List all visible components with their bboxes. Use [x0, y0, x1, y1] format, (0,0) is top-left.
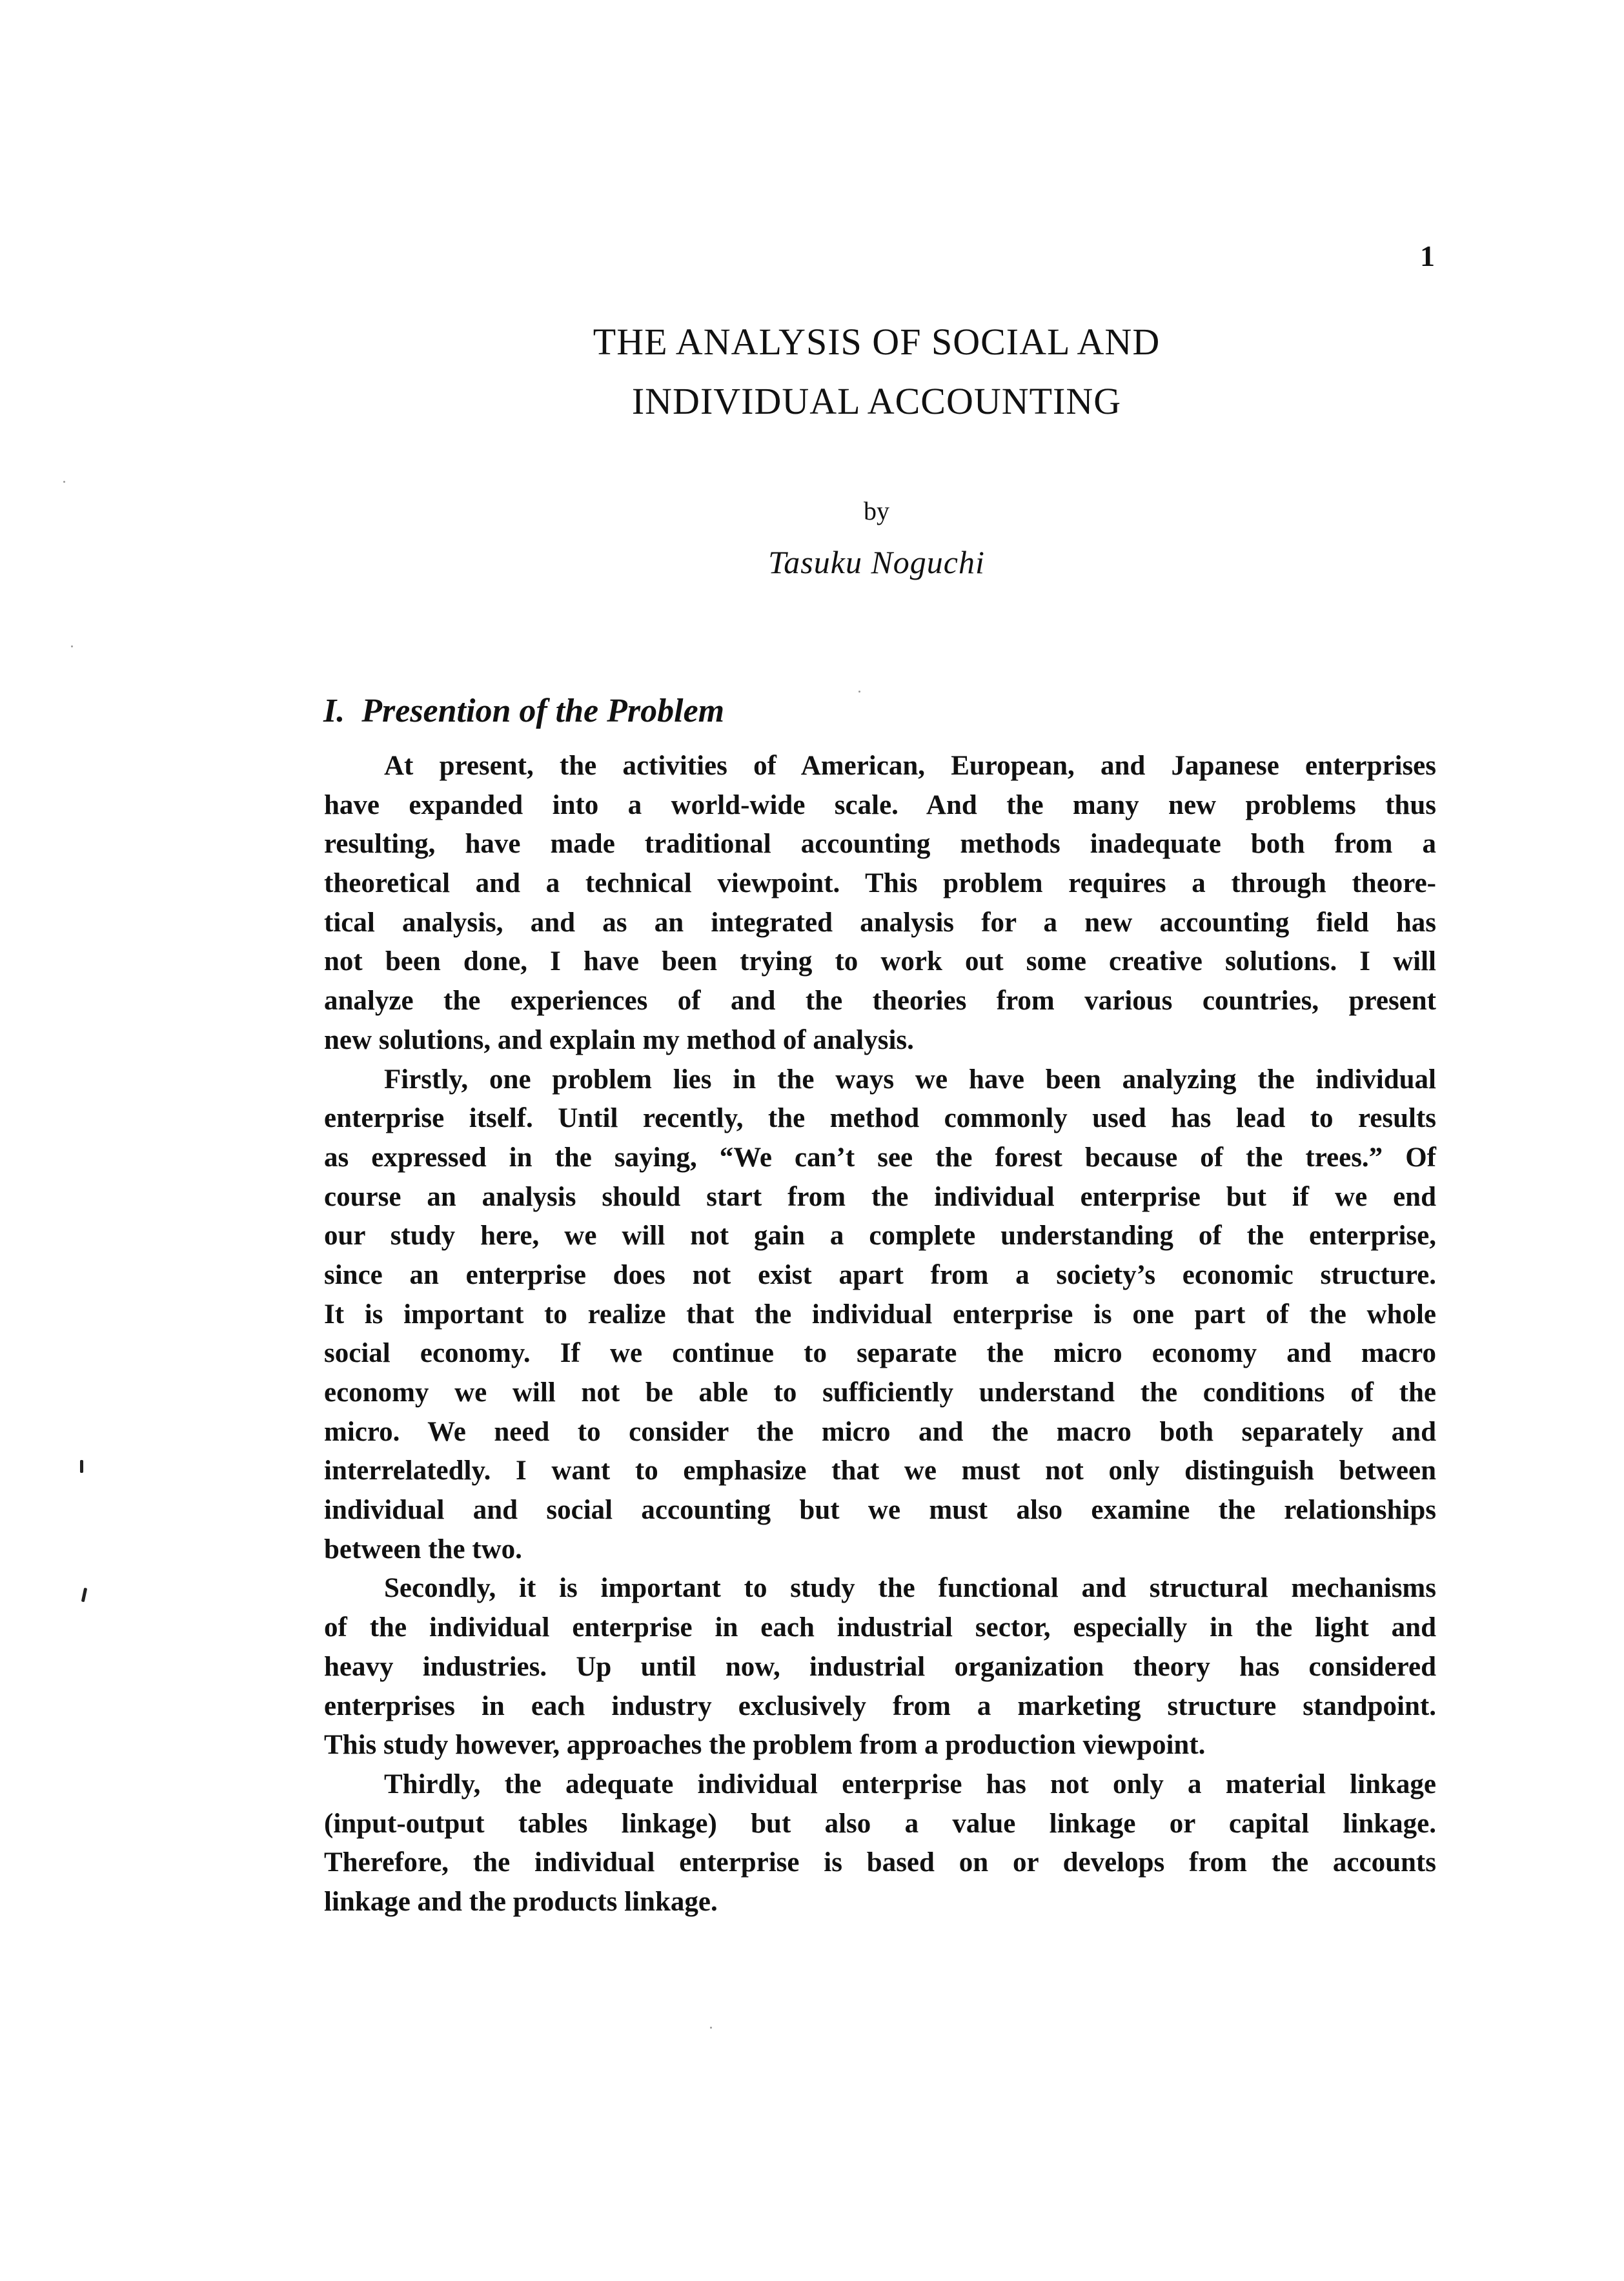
text-line: At present, the activities of American, European, and Japanese enterprises: [384, 751, 1436, 781]
text-line: (input-output tables linkage) but also a value linkage or capital linkage.: [324, 1808, 1436, 1839]
text-line: Thirdly, the adequate individual enterprise has not only a material linkage: [384, 1769, 1436, 1799]
paragraph-1: [324, 747, 1436, 1060]
text-line: as expressed in the saying, “We can’t see the forest because of the trees.” Of: [324, 1142, 1436, 1173]
text-line: theoretical and a technical viewpoint. This problem requires a through theore-: [324, 868, 1436, 899]
text-line: between the two.: [324, 1534, 522, 1565]
text-line: analyze the experiences of and the theories from various countries, present: [324, 986, 1436, 1017]
byline-prefix: by: [864, 496, 889, 525]
text-line: have expanded into a world-wide scale. And the many new problems thus: [324, 789, 1436, 820]
text-line: resulting, have made traditional accounting methods inadequate both from a: [324, 829, 1436, 860]
scan-speck: [710, 2027, 712, 2029]
text-line: This study however, approaches the problem from a production viewpoint.: [324, 1730, 1206, 1761]
text-line: Therefore, the individual enterprise is based on or develops from the accounts: [324, 1847, 1436, 1878]
text-line: since an enterprise does not exist apart from a society’s economic structure.: [324, 1259, 1436, 1290]
text-line: It is important to realize that the individual enterprise is one part of the whole: [324, 1299, 1436, 1330]
scan-speck: [71, 645, 73, 647]
text-line: enterprise itself. Until recently, the method commonly used has lead to results: [324, 1103, 1436, 1134]
text-line: economy we will not be able to sufficiently understand the conditions of the: [324, 1377, 1436, 1408]
scan-speck: [858, 691, 860, 693]
text-line: tical analysis, and as an integrated analysis for a new accounting field has: [324, 907, 1436, 938]
text-line: course an analysis should start from the individual enterprise but if we end: [324, 1181, 1436, 1212]
text-line: our study here, we will not gain a complete understanding of the enterprise,: [324, 1221, 1436, 1252]
scan-mark: [81, 1588, 87, 1603]
author-name: Tasuku Noguchi: [768, 544, 985, 580]
text-line: micro. We need to consider the micro and the macro both separately and: [324, 1416, 1436, 1447]
text-line: individual and social accounting but we must also examine the relationships: [324, 1495, 1436, 1526]
text-line: interrelatedly. I want to emphasize that we must not only distinguish between: [324, 1455, 1436, 1486]
text-line: new solutions, and explain my method of analysis.: [324, 1024, 914, 1055]
paragraph-3: [324, 1569, 1436, 1765]
text-line: linkage and the products linkage.: [324, 1886, 718, 1917]
text-line: social economy. If we continue to separate the micro economy and macro: [324, 1338, 1436, 1369]
paragraph-2: [324, 1060, 1436, 1570]
text-line: Firstly, one problem lies in the ways we have been analyzing the individual: [384, 1064, 1436, 1095]
article-body: [324, 747, 1436, 1922]
article-title-line-1: THE ANALYSIS OF SOCIAL AND: [593, 321, 1161, 363]
text-line: enterprises in each industry exclusively from a marketing structure standpoint.: [324, 1690, 1436, 1721]
paragraph-4: [324, 1765, 1436, 1922]
text-line: heavy industries. Up until now, industrial organization theory has considered: [324, 1651, 1436, 1682]
scan-speck: [63, 481, 65, 483]
scan-mark: [80, 1460, 83, 1473]
article-title-line-2: INDIVIDUAL ACCOUNTING: [631, 380, 1122, 422]
text-line: Secondly, it is important to study the functional and structural mechanisms: [384, 1573, 1436, 1604]
page-number: 1: [1420, 239, 1435, 272]
text-line: of the individual enterprise in each industrial sector, especially in the light and: [324, 1612, 1436, 1643]
text-line: not been done, I have been trying to work out some creative solutions. I will: [324, 946, 1436, 977]
section-heading: I. Presention of the Problem: [323, 693, 725, 729]
